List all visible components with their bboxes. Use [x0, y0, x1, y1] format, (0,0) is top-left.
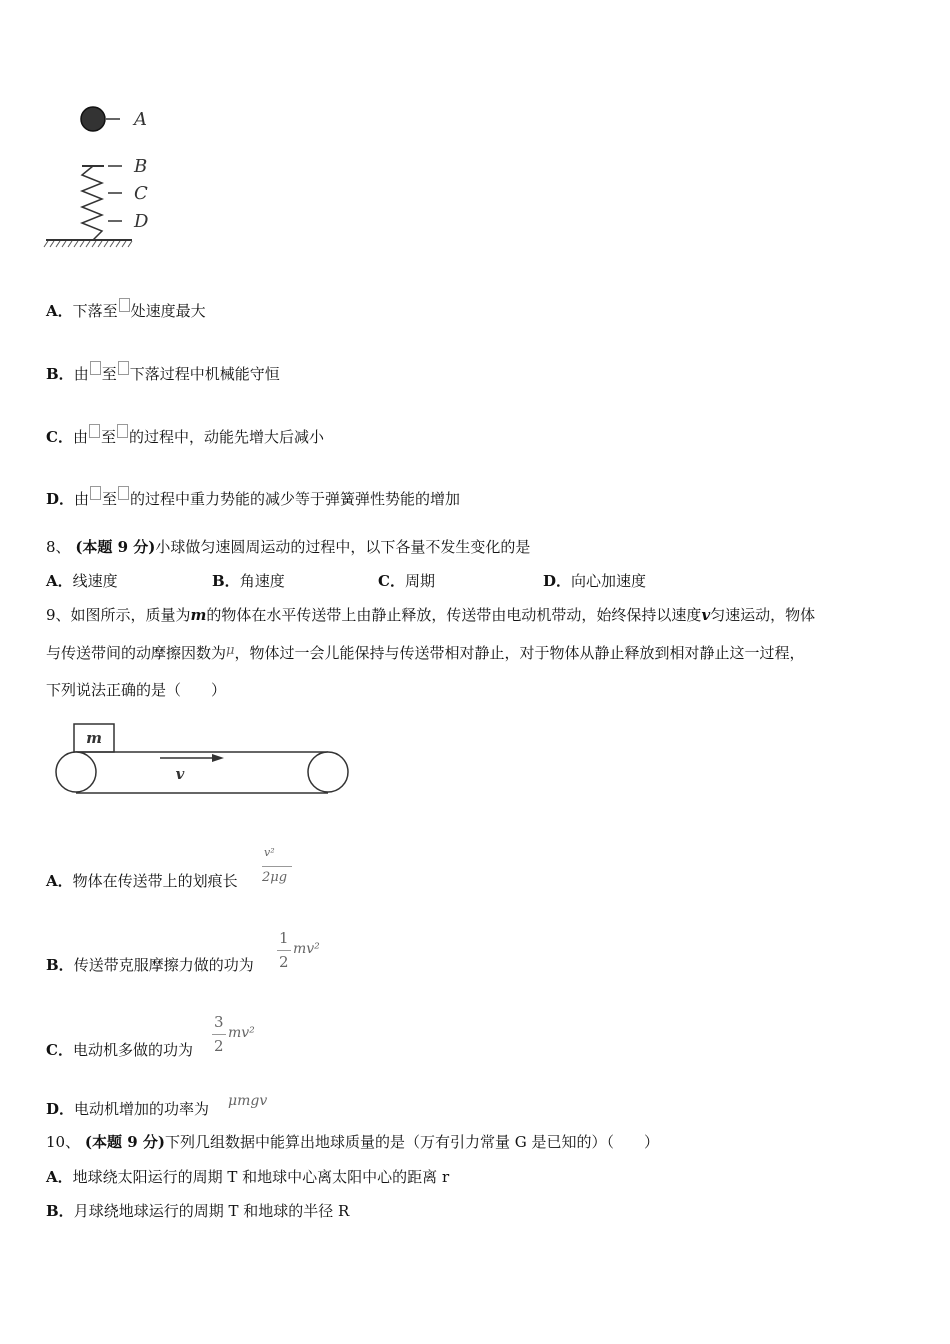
- left-roller: [56, 752, 96, 792]
- conveyor-figure: [52, 720, 352, 798]
- spring: [82, 166, 102, 240]
- q9-stem-line3: 下列说法正确的是（ ）: [46, 681, 227, 699]
- q9-a-fraction-bar: [262, 866, 292, 867]
- q8-option-b: B．角速度: [212, 572, 285, 590]
- q9-stem-line2: 与传送带间的动摩擦因数为μ，物体过一会儿能保持与传送带相对静止，对于物体从静止释放到相对静止这一过程，: [46, 643, 805, 662]
- q7-option-a: A．下落至 处速度最大: [46, 298, 206, 321]
- q10-stem: 10、 (本题 9 分)下列几组数据中能算出地球质量的是（万有引力常量 G 是已知的）（ ）: [46, 1133, 659, 1151]
- label-a: A: [134, 109, 147, 130]
- q9-stem-line1: 9、如图所示，质量为m的物体在水平传送带上由静止释放，传送带由电动机带动，始终保持以速度v匀速运动，物体: [46, 606, 816, 624]
- right-roller: [308, 752, 348, 792]
- svg-text:v: v: [175, 765, 185, 783]
- q7-option-c: C．由 至 的过程中，动能先增大后减小: [46, 424, 324, 447]
- q9-b-denominator: 2: [279, 953, 289, 971]
- q9-c-numerator: 3: [214, 1013, 224, 1031]
- q8-option-d: D．向心加速度: [543, 572, 647, 590]
- q9-option-b: B．传送带克服摩擦力做的功为: [46, 956, 254, 974]
- q8-stem: 8、 (本题 9 分)小球做匀速圆周运动的过程中，以下各量不发生变化的是: [46, 538, 531, 556]
- q8-option-c: C．周期: [378, 572, 435, 590]
- q8-option-a: A．线速度: [46, 572, 118, 590]
- q7-option-b: B．由 至 下落过程中机械能守恒: [46, 361, 280, 384]
- q7-option-d: D．由 至 的过程中重力势能的减少等于弹簧弹性势能的增加: [46, 486, 460, 509]
- label-c: C: [134, 183, 148, 204]
- q9-c-fraction-bar: [212, 1034, 226, 1035]
- q9-b-tail: mv²: [293, 941, 320, 957]
- svg-text:m: m: [86, 729, 102, 747]
- q9-c-denominator: 2: [214, 1037, 224, 1055]
- ball: [81, 107, 105, 131]
- q10-option-b: B．月球绕地球运行的周期 T 和地球的半径 R: [46, 1202, 350, 1220]
- q9-option-d: D．电动机增加的功率为: [46, 1100, 210, 1118]
- q9-option-a: A．物体在传送带上的划痕长: [46, 872, 238, 890]
- q9-a-numerator: v²: [264, 846, 275, 859]
- q9-d-math: μmgv: [228, 1093, 268, 1109]
- q9-option-c: C．电动机多做的功为: [46, 1041, 193, 1059]
- label-d: D: [134, 211, 149, 232]
- q9-b-fraction-bar: [277, 950, 291, 951]
- q10-option-a: A．地球绕太阳运行的周期 T 和地球中心离太阳中心的距离 r: [46, 1168, 450, 1186]
- q9-b-numerator: 1: [279, 929, 289, 947]
- q9-c-tail: mv²: [228, 1025, 255, 1041]
- spring-ball-figure: [40, 95, 170, 255]
- q9-a-denominator: 2μg: [262, 870, 288, 885]
- label-b: B: [134, 156, 148, 177]
